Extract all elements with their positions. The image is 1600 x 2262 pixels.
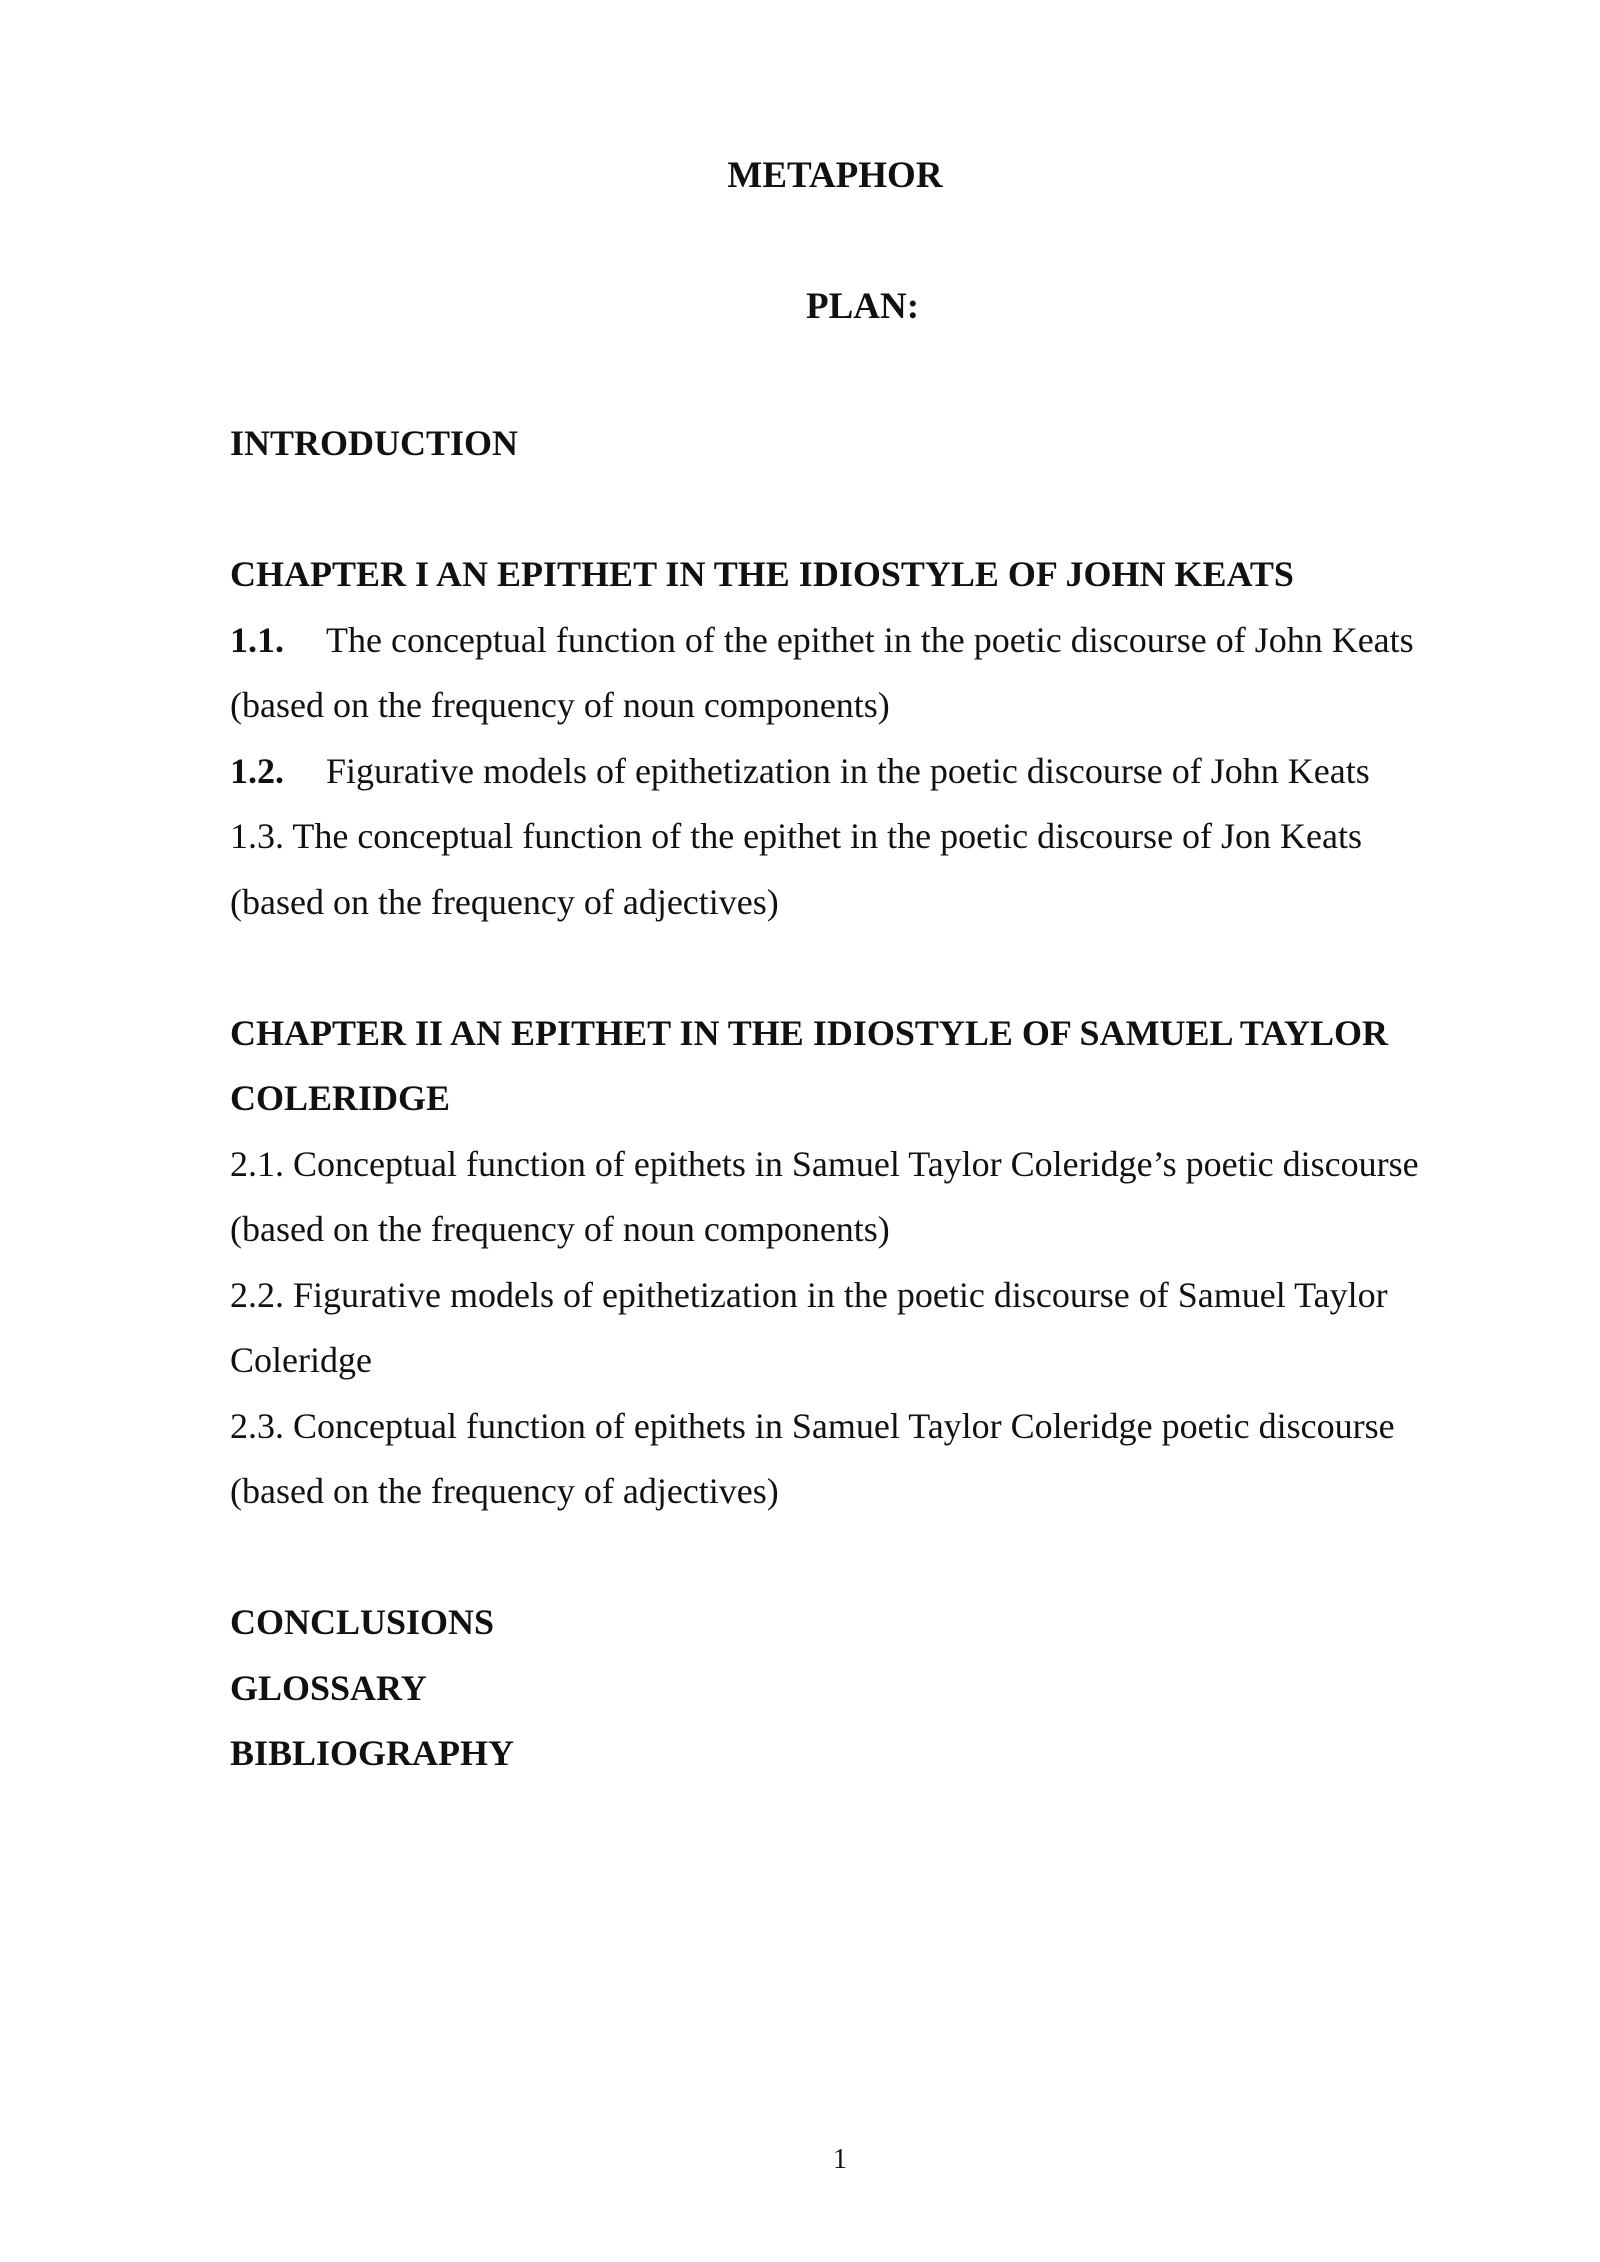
- chapter-2-heading: CHAPTER II AN EPITHET IN THE IDIOSTYLE OF SAMUEL TAYLOR: [230, 1012, 1388, 1053]
- conclusions-heading: CONCLUSIONS: [230, 1602, 495, 1642]
- glossary-heading: GLOSSARY: [230, 1667, 427, 1708]
- section-2-2: 2.2. Figurative models of epithetization in the poetic discourse of Samuel Taylor: [230, 1274, 1388, 1315]
- section-2-3-continuation: (based on the frequency of adjectives): [230, 1471, 779, 1511]
- chapter-1-heading: CHAPTER I AN EPITHET IN THE IDIOSTYLE OF JOHN KEATS: [230, 554, 1294, 594]
- introduction-heading: INTRODUCTION: [230, 423, 519, 463]
- section-1-1: [230, 608, 1530, 674]
- spacer: [230, 477, 1530, 543]
- table-of-contents: [230, 411, 1530, 1787]
- section-2-1-continuation: (based on the frequency of noun components): [230, 1209, 890, 1249]
- section-1-2-title: Figurative models of epithetization in the poetic discourse of John Keats: [326, 750, 1370, 791]
- chapter-2-heading-continuation: COLERIDGE: [230, 1078, 451, 1118]
- plan-heading: PLAN:: [805, 286, 920, 327]
- section-1-2-number: 1.2.: [230, 750, 284, 791]
- section-1-3: 1.3. The conceptual function of the epithet in the poetic discourse of Jon Keats: [230, 816, 1363, 856]
- bibliography-heading: BIBLIOGRAPHY: [230, 1733, 515, 1773]
- section-2-1: 2.1. Conceptual function of epithets in Samuel Taylor Coleridge’s poetic discourse: [230, 1143, 1419, 1184]
- page-number: 1: [833, 2144, 847, 2175]
- section-1-1-number: 1.1.: [230, 619, 284, 660]
- section-2-3: 2.3. Conceptual function of epithets in Samuel Taylor Coleridge poetic discourse: [230, 1405, 1395, 1446]
- section-1-1-title: The conceptual function of the epithet in the poetic discourse of John Keats: [326, 619, 1414, 660]
- section-1-2: [230, 739, 1530, 805]
- spacer: [230, 935, 1530, 1001]
- section-1-1-continuation: (based on the frequency of noun components): [230, 685, 890, 725]
- section-2-2-continuation: Coleridge: [230, 1340, 372, 1380]
- document-title: METAPHOR: [727, 155, 943, 196]
- spacer: [230, 1525, 1530, 1591]
- section-1-3-continuation: (based on the frequency of adjectives): [230, 881, 779, 922]
